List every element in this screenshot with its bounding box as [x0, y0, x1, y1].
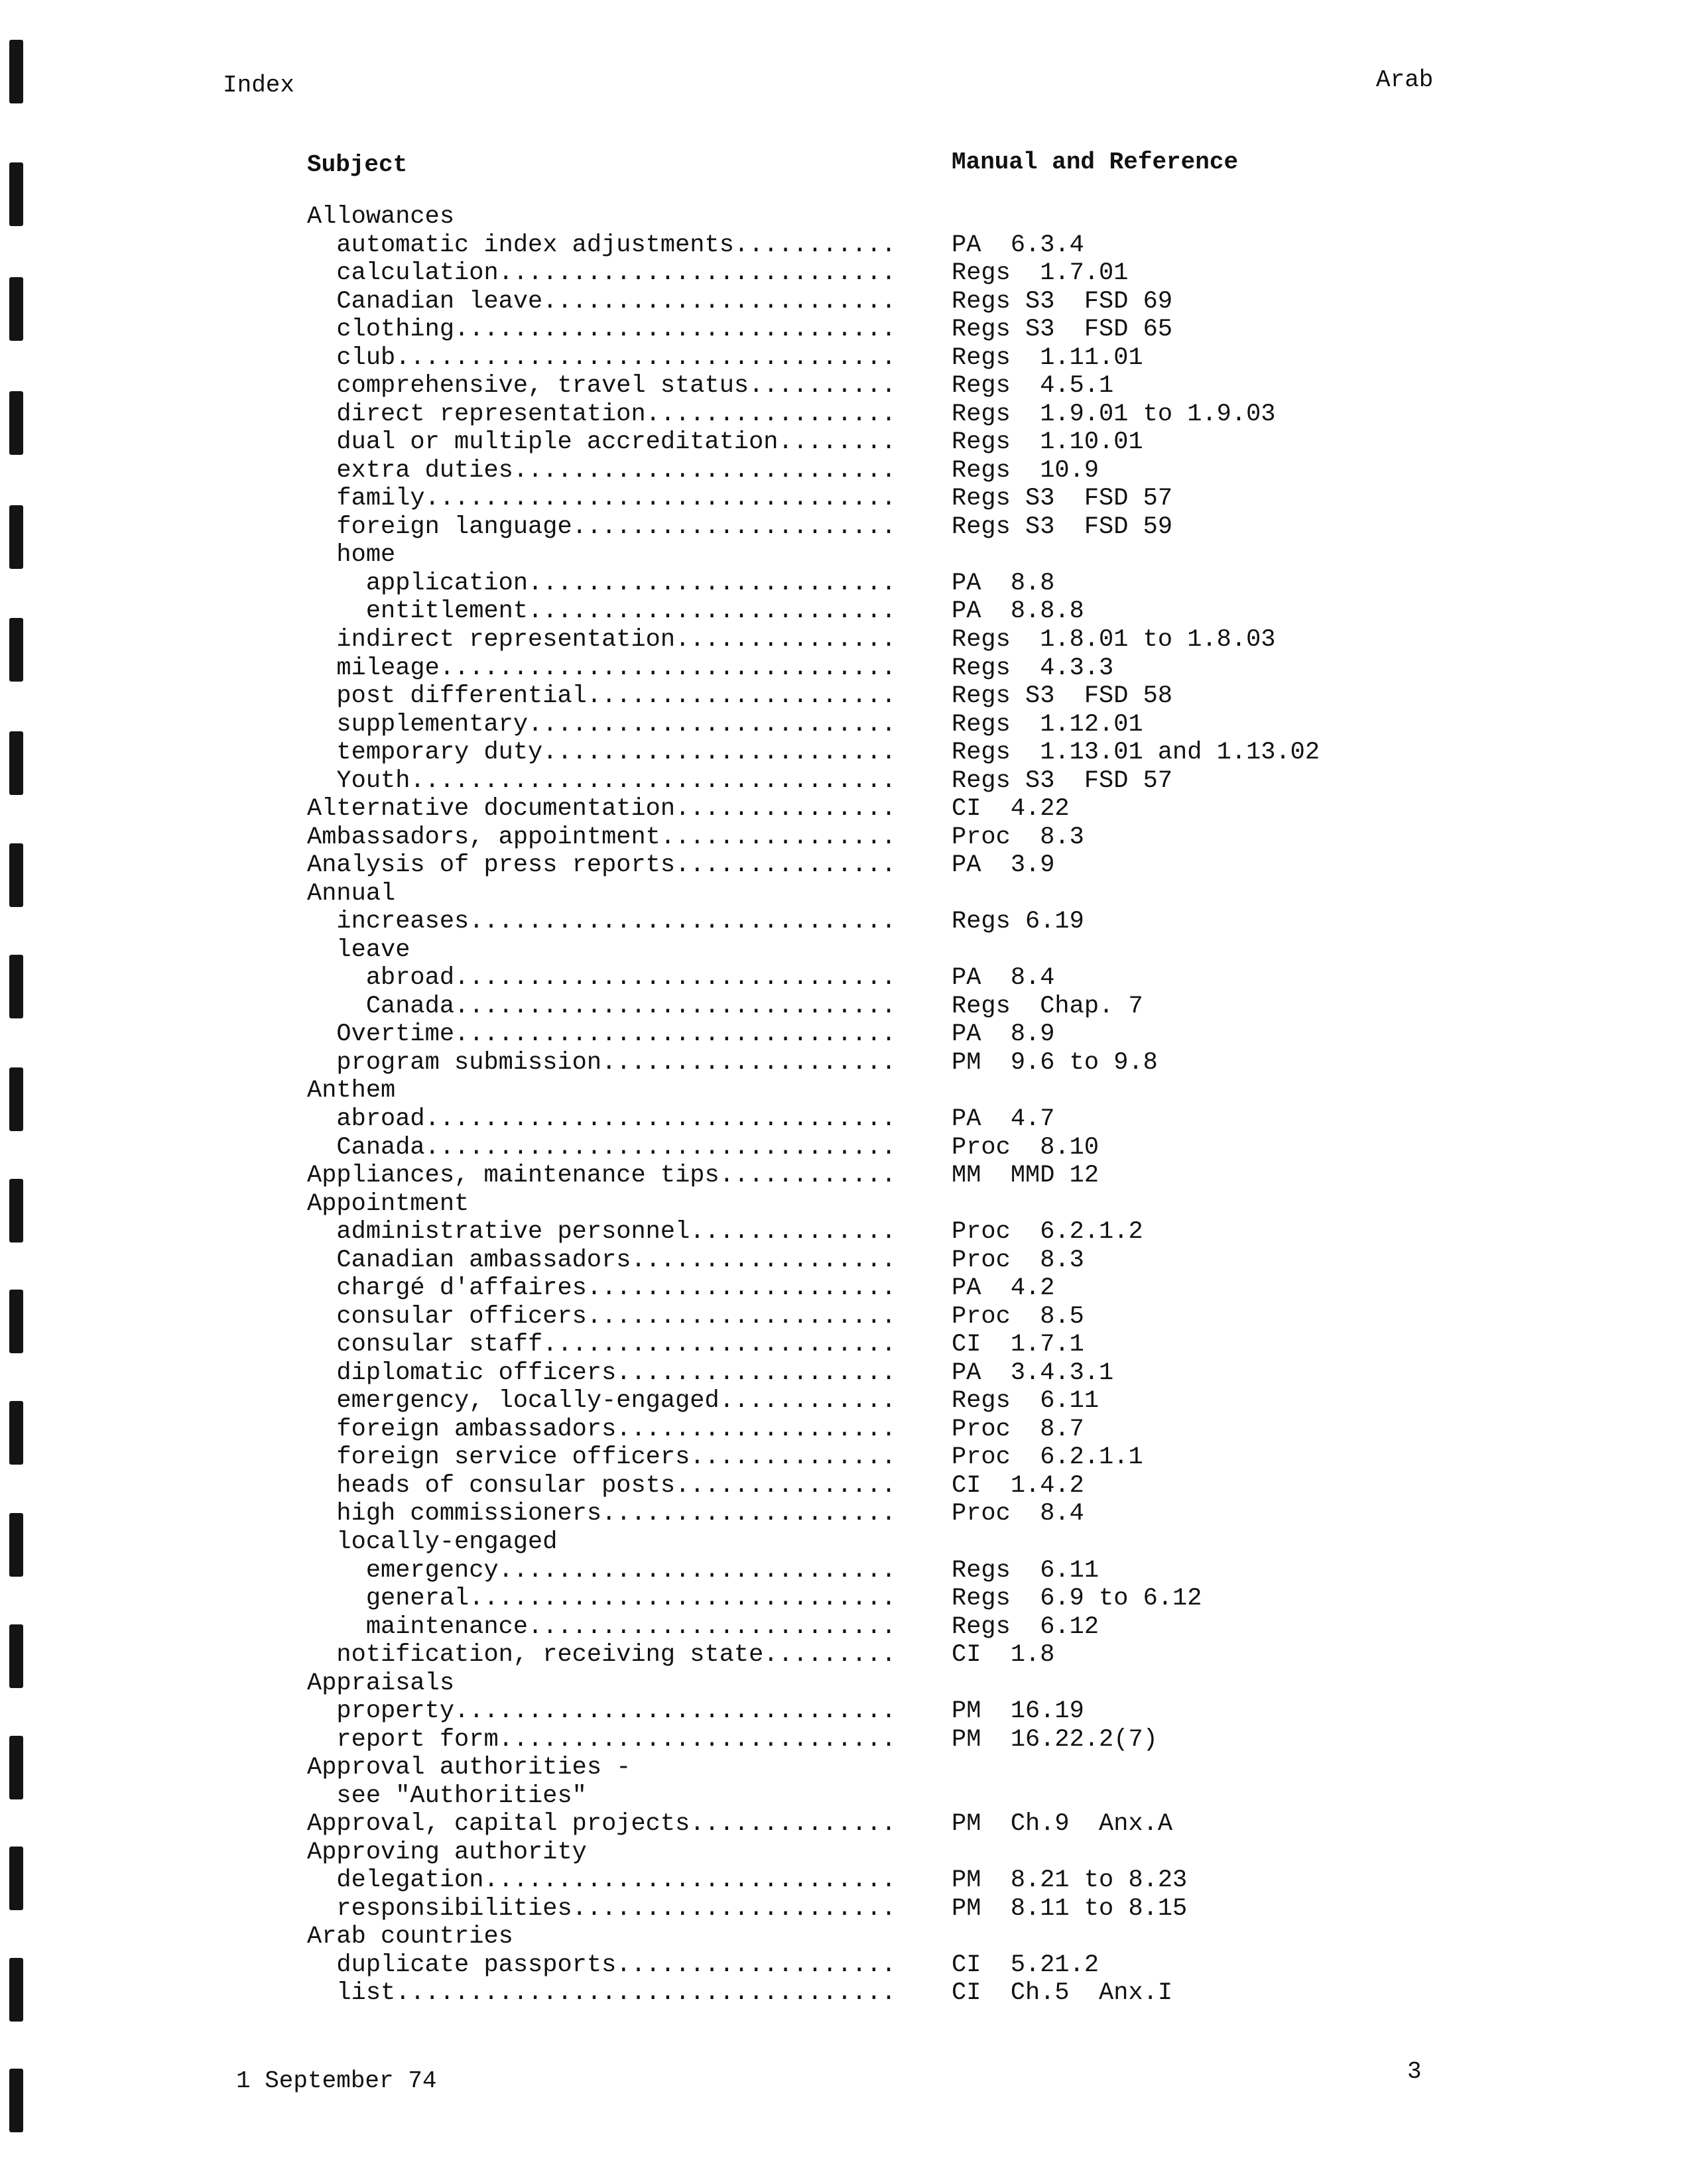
index-entry-row [307, 400, 1434, 429]
index-entry-row [307, 823, 1434, 852]
index-entry-reference: PA 3.4.3.1 [952, 1359, 1114, 1387]
index-entry-subject: foreign ambassadors................... [307, 1415, 897, 1443]
index-entry-subject: maintenance......................... [307, 1612, 897, 1641]
index-entry-row [307, 1500, 1434, 1528]
index-entry-row [307, 795, 1434, 823]
index-entry-reference: Proc 8.7 [952, 1415, 1084, 1443]
index-entry-reference: Regs Chap. 7 [952, 992, 1143, 1020]
index-entry-subject: emergency........................... [307, 1556, 897, 1585]
index-entry-subject: delegation............................ [307, 1866, 897, 1895]
index-entry-subject: Canada................................ [307, 1133, 897, 1162]
binder-hole [9, 1067, 23, 1131]
index-entry-subject: Annual [307, 879, 396, 908]
binder-hole [9, 731, 23, 795]
index-entry-row [307, 1923, 1434, 1951]
index-entry-row [307, 1218, 1434, 1246]
index-entry-reference: CI 1.8 [952, 1641, 1055, 1669]
binder-hole [9, 277, 23, 341]
index-entry-row [307, 1585, 1434, 1613]
index-entry-subject: automatic index adjustments........... [307, 231, 897, 259]
index-entry-subject: locally-engaged [307, 1528, 558, 1556]
index-entry-row [307, 1331, 1434, 1359]
index-entry-row [307, 1105, 1434, 1134]
binder-hole [9, 505, 23, 569]
index-entry-row [307, 1613, 1434, 1642]
index-entry-row [307, 626, 1434, 654]
index-entry-reference: CI 5.21.2 [952, 1951, 1099, 1979]
index-entry-subject: Appliances, maintenance tips............ [307, 1162, 897, 1190]
index-entry-row [307, 485, 1434, 513]
index-entry-subject: diplomatic officers................... [307, 1359, 897, 1387]
index-entry-subject: Approval, capital projects.............. [307, 1810, 897, 1839]
index-entry-row [307, 231, 1434, 260]
index-entry-subject: supplementary......................... [307, 710, 897, 739]
index-entry-reference: Regs 4.3.3 [952, 654, 1114, 682]
index-entry-row [307, 1754, 1434, 1782]
index-entry-subject: increases............................. [307, 908, 897, 936]
index-entry-subject: Appraisals [307, 1669, 455, 1697]
index-entry-row [307, 1246, 1434, 1275]
index-entry-subject: Canadian leave........................ [307, 287, 897, 316]
index-entry-subject: Analysis of press reports............... [307, 851, 897, 880]
index-entry-row [307, 767, 1434, 796]
index-entry-row [307, 1839, 1434, 1867]
index-entry-row [307, 541, 1434, 570]
index-entry-row [307, 1134, 1434, 1162]
index-entry-subject: post differential..................... [307, 682, 897, 711]
index-entry-reference: PM Ch.9 Anx.A [952, 1810, 1173, 1839]
index-entry-subject: extra duties.......................... [307, 456, 897, 485]
index-entry-subject: temporary duty........................ [307, 739, 897, 767]
index-entry-reference: Regs 6.9 to 6.12 [952, 1585, 1202, 1613]
index-entry-reference: Proc 8.3 [952, 1246, 1084, 1274]
index-entry-row [307, 1274, 1434, 1303]
binder-hole [9, 1847, 23, 1910]
index-entry-subject: consular officers..................... [307, 1302, 897, 1331]
index-entry-row [307, 1895, 1434, 1923]
index-entry-row [307, 1303, 1434, 1331]
index-entry-subject: heads of consular posts............... [307, 1471, 897, 1500]
binder-hole [9, 2069, 23, 2132]
index-entry-subject: home [307, 541, 396, 570]
index-entry-subject: Approving authority [307, 1838, 587, 1866]
binder-hole [9, 1290, 23, 1353]
index-entry-row [307, 936, 1434, 965]
index-entry-subject: high commissioners.................... [307, 1500, 897, 1528]
binder-hole [9, 391, 23, 455]
index-entry-row [307, 1443, 1434, 1472]
index-entry-row [307, 1359, 1434, 1388]
index-entry-subject: abroad................................ [307, 1105, 897, 1133]
binder-hole [9, 1624, 23, 1688]
index-entry-reference: PM 16.22.2(7) [952, 1725, 1158, 1754]
index-entry-row [307, 344, 1434, 373]
binder-hole [9, 843, 23, 907]
index-entry-reference: Regs 6.19 [952, 908, 1084, 936]
index-entry-reference: Regs S3 FSD 59 [952, 513, 1173, 541]
index-entry-reference: Regs 1.7.01 [952, 259, 1129, 288]
header-right: Arab [1376, 66, 1434, 93]
index-entry-reference: PM 8.11 to 8.15 [952, 1894, 1188, 1923]
index-entry-reference: Regs 6.11 [952, 1387, 1099, 1416]
index-entry-row [307, 1697, 1434, 1726]
index-entry-reference: Regs 6.12 [952, 1612, 1099, 1641]
index-entry-row [307, 1951, 1434, 1980]
index-entry-reference: Proc 6.2.1.1 [952, 1443, 1143, 1472]
footer-date: 1 September 74 [236, 2067, 437, 2094]
index-entry-row [307, 1472, 1434, 1500]
index-entry-row [307, 1641, 1434, 1669]
binder-hole [9, 618, 23, 682]
index-entry-subject: Approval authorities - [307, 1754, 631, 1782]
binder-hole [9, 1958, 23, 2022]
index-entry-row [307, 597, 1434, 626]
index-entry-row [307, 908, 1434, 936]
index-entry-reference: Regs S3 FSD 58 [952, 682, 1173, 711]
index-entry-subject: chargé d'affaires..................... [307, 1274, 897, 1303]
column-header-subject: Subject [307, 151, 408, 178]
index-entry-row [307, 1049, 1434, 1077]
index-entry-row [307, 1669, 1434, 1698]
index-entry-subject: application......................... [307, 569, 897, 597]
index-entry-reference: MM MMD 12 [952, 1162, 1099, 1190]
index-entry-reference: PA 4.2 [952, 1274, 1055, 1303]
index-entry-subject: list.................................. [307, 1979, 897, 2008]
index-entry-reference: PA 8.9 [952, 1020, 1055, 1049]
index-entry-row [307, 513, 1434, 542]
index-entry-subject: club.................................. [307, 343, 897, 372]
index-entry-subject: foreign language...................... [307, 513, 897, 541]
index-entry-reference: Regs S3 FSD 69 [952, 287, 1173, 316]
index-entry-row [307, 739, 1434, 767]
index-entry-reference: Regs 1.12.01 [952, 710, 1143, 739]
index-entry-subject: Allowances [307, 203, 455, 231]
index-entry-row [307, 1557, 1434, 1585]
index-entry-row [307, 1866, 1434, 1895]
index-entry-reference: PM 9.6 to 9.8 [952, 1048, 1158, 1077]
index-entry-row [307, 570, 1434, 598]
index-entry-row [307, 203, 1434, 231]
index-entry-subject: indirect representation............... [307, 625, 897, 654]
index-entry-reference: CI 1.4.2 [952, 1471, 1084, 1500]
index-entry-row [307, 1726, 1434, 1754]
index-entry-reference: Regs S3 FSD 57 [952, 485, 1173, 513]
index-entry-row [307, 372, 1434, 400]
index-entry-row [307, 1416, 1434, 1444]
index-entry-subject: Appointment [307, 1189, 470, 1218]
index-entry-reference: CI 1.7.1 [952, 1331, 1084, 1359]
index-entry-reference: PA 8.4 [952, 964, 1055, 993]
header-left: Index [223, 72, 295, 99]
index-entry-row [307, 1077, 1434, 1105]
index-entry-row [307, 1810, 1434, 1839]
index-entry-subject: calculation........................... [307, 259, 897, 288]
index-entry-row [307, 1528, 1434, 1557]
index-entry-row [307, 428, 1434, 457]
binder-hole [9, 955, 23, 1018]
binder-hole [9, 1736, 23, 1799]
index-entry-subject: property.............................. [307, 1697, 897, 1726]
index-entry-subject: Overtime.............................. [307, 1020, 897, 1049]
index-entry-subject: dual or multiple accreditation........ [307, 428, 897, 457]
index-entry-subject: clothing.............................. [307, 316, 897, 344]
index-entry-reference: PM 8.21 to 8.23 [952, 1866, 1188, 1895]
index-entry-subject: foreign service officers.............. [307, 1443, 897, 1472]
column-header-reference: Manual and Reference [952, 149, 1239, 176]
index-entry-subject: Canada.............................. [307, 992, 897, 1020]
index-entry-subject: program submission.................... [307, 1048, 897, 1077]
index-entry-row [307, 316, 1434, 344]
binder-hole [9, 1513, 23, 1577]
index-entry-subject: direct representation................. [307, 400, 897, 428]
index-entry-reference: PA 8.8.8 [952, 597, 1084, 626]
index-entry-reference: Proc 8.5 [952, 1302, 1084, 1331]
index-entry-row [307, 993, 1434, 1021]
index-entry-reference: CI 4.22 [952, 795, 1070, 823]
index-entry-reference: Regs 1.9.01 to 1.9.03 [952, 400, 1276, 428]
index-entry-subject: Youth................................. [307, 766, 897, 795]
index-entry-row [307, 288, 1434, 316]
index-entries [307, 203, 1434, 2008]
index-entry-subject: Ambassadors, appointment................ [307, 823, 897, 851]
index-entry-row [307, 851, 1434, 880]
index-entry-row [307, 1162, 1434, 1190]
index-entry-reference: Regs 1.10.01 [952, 428, 1143, 457]
index-entry-reference: Regs 4.5.1 [952, 372, 1114, 400]
binder-hole [9, 1401, 23, 1465]
index-entry-reference: PA 3.9 [952, 851, 1055, 880]
index-entry-row [307, 654, 1434, 683]
index-entry-subject: Alternative documentation............... [307, 795, 897, 823]
index-entry-reference: CI Ch.5 Anx.I [952, 1979, 1173, 2008]
index-entry-subject: Anthem [307, 1077, 396, 1105]
index-entry-subject: general............................. [307, 1585, 897, 1613]
index-entry-reference: Proc 8.10 [952, 1133, 1099, 1162]
binder-hole [9, 40, 23, 103]
index-entry-subject: Canadian ambassadors.................. [307, 1246, 897, 1274]
index-entry-subject: entitlement......................... [307, 597, 897, 626]
index-entry-reference: Regs 1.11.01 [952, 343, 1143, 372]
index-entry-row [307, 1979, 1434, 2008]
index-entry-subject: comprehensive, travel status.......... [307, 372, 897, 400]
index-entry-subject: family................................ [307, 485, 897, 513]
index-entry-reference: Regs S3 FSD 57 [952, 766, 1173, 795]
index-entry-reference: Proc 6.2.1.2 [952, 1218, 1143, 1246]
index-entry-reference: Regs 6.11 [952, 1556, 1099, 1585]
index-entry-reference: PA 6.3.4 [952, 231, 1084, 259]
index-entry-reference: Regs S3 FSD 65 [952, 316, 1173, 344]
index-entry-subject: responsibilities...................... [307, 1894, 897, 1923]
index-entry-subject: mileage............................... [307, 654, 897, 682]
index-entry-row [307, 964, 1434, 993]
index-entry-subject: see "Authorities" [307, 1782, 587, 1810]
index-entry-reference: Regs 1.13.01 and 1.13.02 [952, 739, 1320, 767]
binder-hole [9, 1179, 23, 1243]
index-entry-row [307, 1387, 1434, 1416]
index-entry-row [307, 1782, 1434, 1811]
index-entry-row [307, 711, 1434, 739]
index-entry-reference: Regs 10.9 [952, 456, 1099, 485]
index-entry-row [307, 880, 1434, 908]
index-entry-row [307, 1020, 1434, 1049]
index-entry-reference: PA 4.7 [952, 1105, 1055, 1133]
index-entry-subject: Arab countries [307, 1923, 513, 1951]
index-entry-reference: Proc 8.4 [952, 1500, 1084, 1528]
index-entry-reference: PM 16.19 [952, 1697, 1084, 1726]
index-entry-subject: report form........................... [307, 1725, 897, 1754]
index-entry-subject: leave [307, 936, 410, 964]
index-entry-subject: duplicate passports................... [307, 1951, 897, 1979]
index-entry-row [307, 1190, 1434, 1219]
index-entry-subject: administrative personnel.............. [307, 1218, 897, 1246]
index-entry-reference: PA 8.8 [952, 569, 1055, 597]
index-entry-row [307, 457, 1434, 485]
page-number: 3 [1407, 2058, 1422, 2085]
index-entry-row [307, 682, 1434, 711]
binder-hole [9, 162, 23, 226]
index-entry-reference: Proc 8.3 [952, 823, 1084, 851]
index-entry-subject: emergency, locally-engaged............ [307, 1387, 897, 1416]
index-entry-subject: notification, receiving state......... [307, 1641, 897, 1669]
index-entry-subject: abroad.............................. [307, 964, 897, 993]
index-entry-reference: Regs 1.8.01 to 1.8.03 [952, 625, 1276, 654]
index-entry-subject: consular staff........................ [307, 1331, 897, 1359]
index-entry-row [307, 259, 1434, 288]
